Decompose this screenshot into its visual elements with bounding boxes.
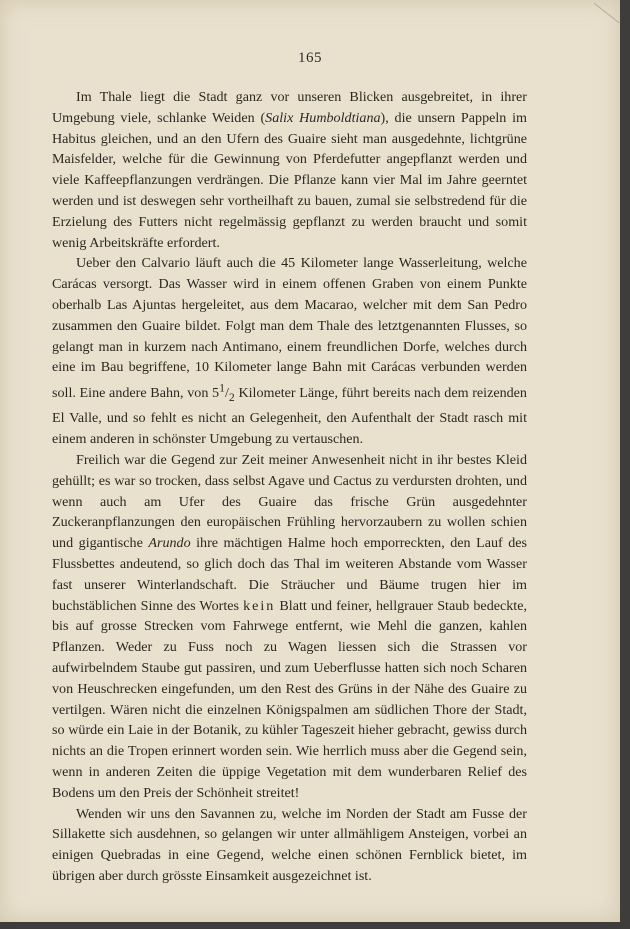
body-text — [52, 87, 527, 887]
page-number: 165 — [298, 50, 322, 66]
paragraph-4: Wenden wir uns den Savannen zu, welche im Norden der Stadt am Fusse der Sillakette sich ausdehnen, so gelangen wir unter allmähligem Ansteigen, vorbei an einigen Quebradas in eine Gegend, welche einen schönen Fernblick bietet, im übrigen aber durch grösste Einsamkeit ausgezeichnet ist. — [52, 805, 527, 884]
paragraph-1: Im Thale liegt die Stadt ganz vor unseren Blicken ausgebreitet, in ihrer Umgebung viele, schlanke Weiden (Salix Humboldtiana), die unsern Pappeln im Habitus gleichen, und an den Ufern des Guaire sieht man ausgedehnte, lichtgrüne Maisfelder, welche für die Gewinnung von Pferdefutter angepflanzt werden und viele Kaffeepflanzungen verdrängen. Die Pflanze kann vier Mal im Jahre geerntet werden und ist deswegen sehr vortheilhaft zu bauen, zumal sie selbstredend für die Erzielung des Futters nicht regelmässig gepflanzt zu werden braucht und somit wenig Arbeitskräfte erfordert. — [52, 89, 527, 251]
paragraph-3: Freilich war die Gegend zur Zeit meiner Anwesenheit nicht in ihr bestes Kleid gehüllt; es war so trocken, dass selbst Agave und Cactus zu verdursten drohten, und wenn auch am Ufer des Guaire das frische Grün ausgedehnter Zuckeranpflanzungen den europäischen Frühling hervorzaubern zu wollen schien und gigantische Arundo ihre mächtigen Halme hoch emporreckten, den Lauf des Flussbettes andeutend, so glich doch das Thal im weiteren Abstande vom Wasser fast unserer Winterlandschaft. Die Sträucher und Bäume trugen hier im buchstäblichen Sinne des Wortes kein Blatt und feiner, hellgrauer Staub bedeckte, bis auf grosse Strecken vom Fahrwege entfernt, wie Mehl die ganzen, kahlen Pflanzen. Weder zu Fuss noch zu Wagen liessen sich die Strassen vor aufwirbelndem Staube gut passiren, und zum Ueberflusse hatten sich noch Scharen von Heuschrecken eingefunden, um den Rest des Grüns in der Nähe des Guaire zu vertilgen. Wären nicht die einzelnen Königspalmen am südlichen Thore der Stadt, so würde ein Laie in der Botanik, zu kühler Tageszeit hieher gebracht, gewiss durch nichts an die Tropen erinnert worden sein. Wie herrlich muss aber die Gegend sein, wenn in anderen Zeiten die üppige Vegetation mit dem wunderbaren Relief des Bodens um den Preis der Schönheit streitet! — [52, 452, 527, 801]
paragraph-2: Ueber den Calvario läuft auch die 45 Kilometer lange Wasserleitung, welche Carácas versorgt. Das Wasser wird in einem offenen Graben von einem Punkte oberhalb Las Ajuntas hergeleitet, aus dem Macarao, welcher mit dem San Pedro zusammen den Guaire bildet. Folgt man dem Thale des letztgenannten Flusses, so gelangt man in kurzem nach Antimano, einem freundlichen Dorfe, welches durch eine im Bau begriffene, 10 Kilometer lange Bahn mit Carácas verbunden werden soll. Eine andere Bahn, von $5^1/_2$ Kilometer Länge, führt bereits nach dem reizenden El Valle, und so fehlt es nicht an Gelegenheit, den Aufenthalt der Stadt rasch mit einem anderen in schönster Umgebung zu vertauschen. — [52, 255, 527, 448]
folded-corner — [594, 0, 620, 26]
